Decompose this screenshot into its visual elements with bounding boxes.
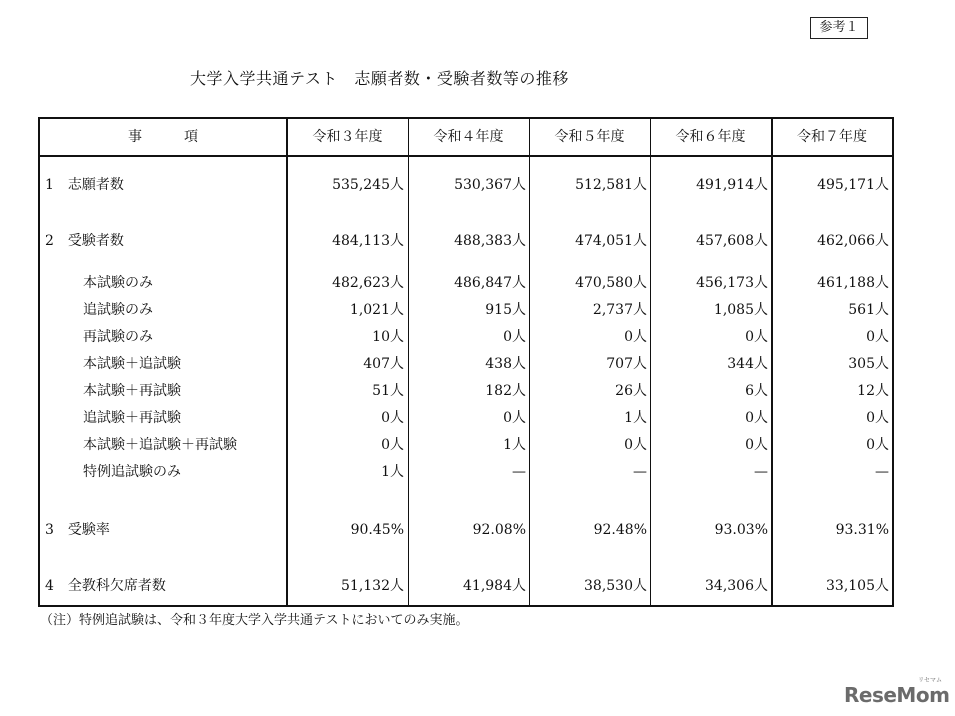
cell-value: 0人 [866,410,889,426]
cell-value: 461,188人 [817,275,889,291]
cell-value: 0人 [381,437,404,453]
document-title: 大学入学共通テスト 志願者数・受験者数等の推移 [190,69,569,88]
table-row [40,575,892,597]
table-header [40,119,892,157]
cell-value: 26人 [615,383,647,399]
cell-value: 495,171人 [817,177,889,193]
cell-value: 92.48% [593,522,647,538]
row-label: 本試験＋再試験 [83,383,181,399]
logo-text: ReseMom [844,683,950,707]
cell-value: 484,113人 [332,233,404,249]
cell-value: 34,306人 [705,578,768,594]
cell-value: 486,847人 [454,275,526,291]
table-row [40,326,892,348]
cell-value: 482,623人 [332,275,404,291]
header-year: 令和４年度 [433,129,504,145]
cell-value: 456,173人 [696,275,768,291]
cell-value: — [512,464,526,480]
row-label: 再試験のみ [83,329,153,345]
cell-value: 457,608人 [696,233,768,249]
cell-value: 915人 [485,302,526,318]
cell-value: 90.45% [350,522,404,538]
cell-value: 51,132人 [341,578,404,594]
logo-ruby: リセマム [918,677,942,684]
cell-value: 530,367人 [454,177,526,193]
table-row [40,174,892,196]
cell-value: 41,984人 [463,578,526,594]
cell-value: 1人 [503,437,526,453]
table-row [40,299,892,321]
cell-value: 0人 [503,329,526,345]
row-label: 本試験＋追試験 [83,356,181,372]
table-row [40,407,892,429]
cell-value: 491,914人 [696,177,768,193]
header-year: 令和６年度 [675,129,746,145]
header-year: 令和７年度 [797,129,867,145]
cell-value: 474,051人 [575,233,647,249]
cell-value: 93.31% [835,522,889,538]
cell-value: 407人 [363,356,404,372]
cell-value: 0人 [866,329,889,345]
cell-value: 2,737人 [592,302,647,318]
header-year: 令和３年度 [312,129,383,145]
cell-value: 0人 [624,329,647,345]
cell-value: 38,530人 [584,578,647,594]
row-label: 特例追試験のみ [83,464,181,480]
row-label: 1 志願者数 [45,177,124,193]
row-label: 追試験＋再試験 [83,410,181,426]
cell-value: 182人 [485,383,526,399]
cell-value: 0人 [866,437,889,453]
table-row [40,380,892,402]
cell-value: — [754,464,768,480]
cell-value: 1人 [381,464,404,480]
cell-value: 93.03% [714,522,768,538]
row-label: 追試験のみ [83,302,153,318]
cell-value: 305人 [848,356,889,372]
table-row [40,519,892,541]
cell-value: 6人 [745,383,768,399]
cell-value: 512,581人 [575,177,647,193]
data-table [38,117,894,607]
header-year: 令和５年度 [554,129,625,145]
cell-value: 0人 [745,437,768,453]
cell-value: 1,085人 [713,302,768,318]
cell-value: — [875,464,889,480]
row-label: 2 受験者数 [45,233,124,249]
cell-value: 535,245人 [332,177,404,193]
table-row [40,230,892,252]
cell-value: 561人 [848,302,889,318]
table-row [40,353,892,375]
row-label: 4 全教科欠席者数 [45,578,166,594]
cell-value: 33,105人 [826,578,889,594]
cell-value: 12人 [857,383,889,399]
cell-value: 0人 [503,410,526,426]
table-row [40,434,892,456]
table-row [40,272,892,294]
header-item: 事 項 [128,129,198,145]
resemom-logo [844,677,950,707]
cell-value: 1,021人 [349,302,404,318]
cell-value: — [633,464,647,480]
cell-value: 344人 [727,356,768,372]
cell-value: 488,383人 [454,233,526,249]
footnote: （注）特例追試験は、令和３年度大学入学共通テストにおいてのみ実施。 [40,613,469,628]
reference-label: 参考１ [810,17,868,39]
cell-value: 462,066人 [817,233,889,249]
cell-value: 470,580人 [575,275,647,291]
cell-value: 707人 [606,356,647,372]
cell-value: 10人 [372,329,404,345]
cell-value: 438人 [485,356,526,372]
cell-value: 51人 [372,383,404,399]
cell-value: 0人 [745,329,768,345]
cell-value: 1人 [624,410,647,426]
cell-value: 0人 [745,410,768,426]
cell-value: 0人 [624,437,647,453]
table-row [40,461,892,483]
row-label: 本試験＋追試験＋再試験 [83,437,237,453]
cell-value: 0人 [381,410,404,426]
cell-value: 92.08% [472,522,526,538]
row-label: 3 受験率 [45,522,110,538]
row-label: 本試験のみ [83,275,153,291]
